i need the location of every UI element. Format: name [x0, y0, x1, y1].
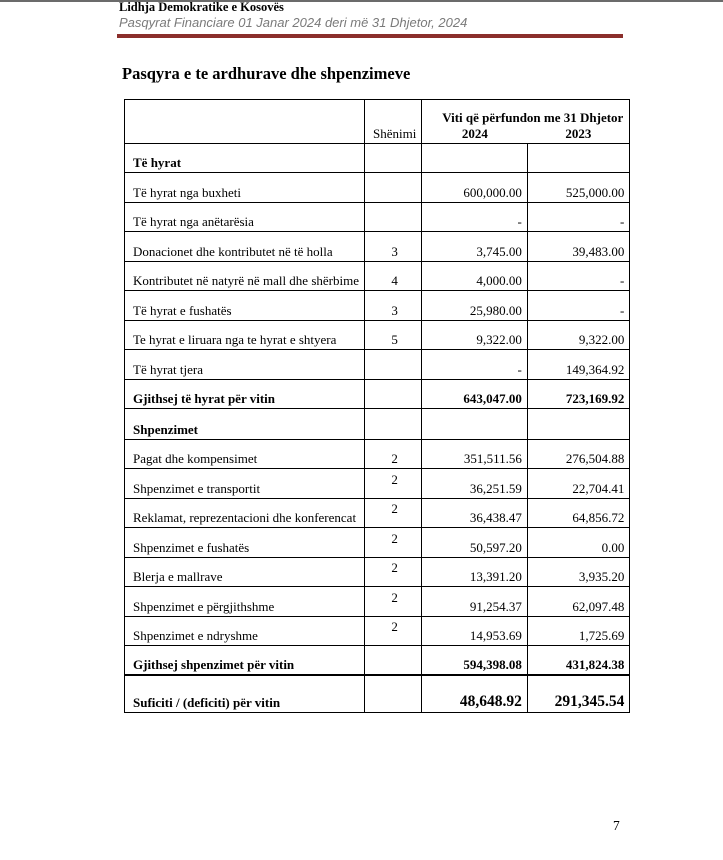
row-label: Kontributet në natyrë në mall dhe shërbime — [125, 261, 365, 291]
table-row — [125, 616, 630, 646]
row-label: Të hyrat nga buxheti — [125, 173, 365, 203]
table-row — [125, 173, 630, 203]
row-prior-value: 0.00 — [527, 528, 630, 558]
row-current-value: 9,322.00 — [422, 320, 528, 350]
table-row — [125, 350, 630, 380]
row-label: Shpenzimet e përgjithshme — [125, 587, 365, 617]
surplus-prior: 291,345.54 — [527, 675, 630, 713]
organization-name: Lidhja Demokratike e Kosovës — [119, 0, 284, 14]
row-label: Të hyrat tjera — [125, 350, 365, 380]
table-row — [125, 469, 630, 499]
row-current-value: 91,254.37 — [422, 587, 528, 617]
revenue-total-row — [125, 379, 630, 408]
row-prior-value: 3,935.20 — [527, 557, 630, 587]
surplus-row — [125, 675, 630, 713]
expense-rows — [125, 439, 630, 646]
section-row-revenue — [125, 144, 630, 173]
row-note — [365, 498, 422, 528]
row-current-value: - — [422, 350, 528, 380]
row-note — [365, 528, 422, 558]
table-row — [125, 202, 630, 232]
row-prior-value: 525,000.00 — [527, 173, 630, 203]
row-note — [365, 202, 422, 232]
page-title: Pasqyra e te ardhurave dhe shpenzimeve — [122, 64, 411, 83]
row-label: Pagat dhe kompensimet — [125, 439, 365, 469]
row-prior-value: 64,856.72 — [527, 498, 630, 528]
note-number: 2 — [391, 560, 398, 575]
row-label: Reklamat, reprezentacioni dhe konferencat — [125, 498, 365, 528]
surplus-current: 48,648.92 — [422, 675, 528, 713]
page-number: 7 — [613, 818, 620, 833]
row-label: Të hyrat nga anëtarësia — [125, 202, 365, 232]
table-header-row — [125, 100, 630, 144]
revenue-rows — [125, 173, 630, 380]
row-note — [365, 557, 422, 587]
row-prior-value: 39,483.00 — [527, 232, 630, 262]
table-row — [125, 232, 630, 262]
row-current-value: 351,511.56 — [422, 439, 528, 469]
row-current-value: 4,000.00 — [422, 261, 528, 291]
row-label: Te hyrat e liruara nga te hyrat e shtyera — [125, 320, 365, 350]
section-row-expenses — [125, 408, 630, 439]
row-prior-value: - — [527, 261, 630, 291]
year-current-header: 2024 — [461, 126, 488, 141]
note-number: 2 — [391, 530, 398, 546]
table-row — [125, 587, 630, 617]
row-note: 3 — [365, 232, 422, 262]
header-divider — [117, 34, 623, 38]
row-note — [365, 616, 422, 646]
total-prior: 431,824.38 — [527, 646, 630, 675]
row-note — [365, 587, 422, 617]
total-current: 594,398.08 — [422, 646, 528, 675]
row-note: 3 — [365, 291, 422, 321]
note-number: 2 — [391, 619, 398, 634]
table-row — [125, 291, 630, 321]
table-row — [125, 320, 630, 350]
row-label: Shpenzimet e transportit — [125, 469, 365, 499]
row-label: Shpenzimet e ndryshme — [125, 616, 365, 646]
row-current-value: 600,000.00 — [422, 173, 528, 203]
row-current-value: 36,251.59 — [422, 469, 528, 499]
year-prior-header: 2023 — [565, 126, 592, 141]
row-current-value: 50,597.20 — [422, 528, 528, 558]
note-number: 2 — [391, 471, 398, 487]
row-prior-value: 149,364.92 — [527, 350, 630, 380]
note-number: 2 — [391, 589, 398, 605]
row-prior-value: - — [527, 291, 630, 321]
table-row — [125, 439, 630, 469]
top-border — [0, 0, 723, 2]
row-note — [365, 350, 422, 380]
total-prior: 723,169.92 — [527, 379, 630, 408]
total-current: 643,047.00 — [422, 379, 528, 408]
note-column-header: Shënimi — [365, 100, 422, 144]
row-note: 2 — [365, 439, 422, 469]
table-row — [125, 528, 630, 558]
row-label: Donacionet dhe kontributet në të holla — [125, 232, 365, 262]
row-note: 4 — [365, 261, 422, 291]
row-label: Të hyrat e fushatës — [125, 291, 365, 321]
section-title-revenue: Të hyrat — [125, 144, 365, 173]
period-header: Viti që përfundon me 31 Dhjetor — [442, 110, 624, 125]
expense-total-row — [125, 646, 630, 675]
row-note: 5 — [365, 320, 422, 350]
row-prior-value: 1,725.69 — [527, 616, 630, 646]
row-prior-value: 62,097.48 — [527, 587, 630, 617]
row-current-value: 36,438.47 — [422, 498, 528, 528]
note-number: 2 — [391, 501, 398, 516]
row-current-value: 13,391.20 — [422, 557, 528, 587]
total-label: Gjithsej shpenzimet për vitin — [125, 646, 365, 675]
row-prior-value: 276,504.88 — [527, 439, 630, 469]
row-current-value: 25,980.00 — [422, 291, 528, 321]
row-label: Blerja e mallrave — [125, 557, 365, 587]
row-current-value: 3,745.00 — [422, 232, 528, 262]
row-prior-value: 9,322.00 — [527, 320, 630, 350]
row-prior-value: - — [527, 202, 630, 232]
row-note — [365, 469, 422, 499]
row-prior-value: 22,704.41 — [527, 469, 630, 499]
table-row — [125, 498, 630, 528]
row-current-value: - — [422, 202, 528, 232]
surplus-label: Suficiti / (deficiti) për vitin — [125, 675, 365, 713]
statement-period: Pasqyrat Financiare 01 Janar 2024 deri më 31 Dhjetor, 2024 — [119, 15, 468, 30]
row-current-value: 14,953.69 — [422, 616, 528, 646]
section-title-expenses: Shpenzimet — [125, 408, 365, 439]
total-label: Gjithsej të hyrat për vitin — [125, 379, 365, 408]
table-row — [125, 557, 630, 587]
table-row — [125, 261, 630, 291]
row-note — [365, 173, 422, 203]
income-statement-table — [124, 99, 630, 713]
row-label: Shpenzimet e fushatës — [125, 528, 365, 558]
